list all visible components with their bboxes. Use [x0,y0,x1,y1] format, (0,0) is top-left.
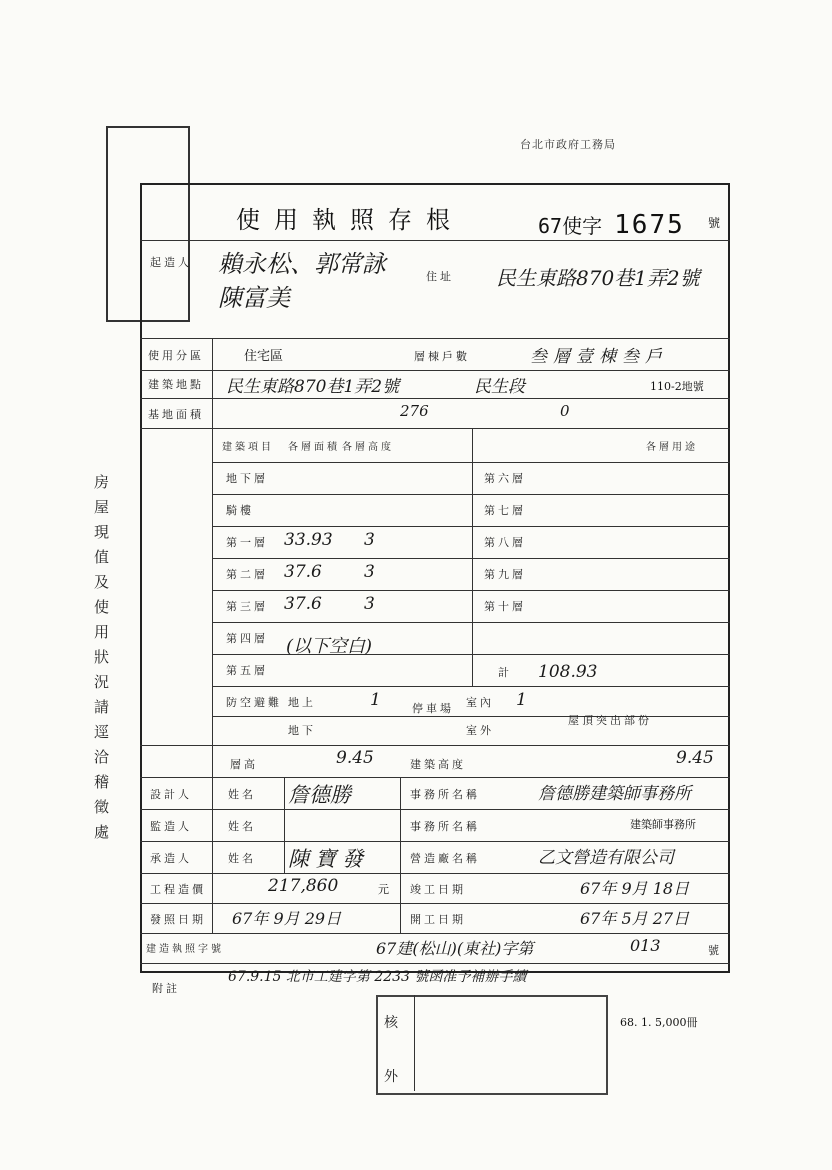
contractor-office: 乙文營造有限公司 [538,848,674,868]
floor-row-name-right: 第七層 [484,504,526,517]
shelter-above: 地上 [288,696,316,709]
divider [212,622,730,623]
official-stamp-top: 台北市政府工務局 [520,138,616,151]
address-label: 住址 [426,270,454,283]
issue-label: 發照日期 [150,913,206,926]
floor-area: 33.93 [284,530,333,550]
contractor-name-label: 姓名 [228,852,256,865]
cost-value: 217,860 [268,876,339,896]
divider [140,338,730,339]
floor-height-value: 9.45 [336,748,374,768]
floor-row-name: 地下層 [226,472,268,485]
approval-box [376,995,608,1095]
issue-date: 67年 9月 29日 [232,909,342,928]
floor-row-name: 第一層 [226,536,268,549]
divider [140,933,730,934]
supervisor-role: 監造人 [150,820,192,833]
shelter-label: 防空避難 [226,696,282,709]
floor-row-name-right: 第九層 [484,568,526,581]
col-header-area: 各層面積 [288,442,340,453]
site-area-label: 基地面積 [148,408,204,421]
remarks-label: 附註 [152,982,180,995]
remarks-value: 67.9.15 北市工建字第 2233 號函准予補辦手續 [228,969,527,985]
roof-label: 屋頂突出部份 [568,714,652,727]
use-zone-label: 使用分區 [148,349,204,362]
divider [284,777,285,873]
ref-number: 013 [630,936,661,955]
permit-suffix: 號 [708,216,721,230]
divider [212,590,730,591]
floor-row-name: 第二層 [226,568,268,581]
divider [140,841,730,842]
ref-label: 建造執照字號 [146,944,224,955]
designer-name: 詹德勝 [288,783,351,807]
divider [212,558,730,559]
divider [212,686,730,687]
permit-prefix: 67使字 [538,214,603,238]
divider [140,903,730,904]
use-zone-value: 住宅區 [244,349,284,364]
approval-top: 核 [384,1015,401,1031]
form-title: 使用執照存根 [236,206,464,234]
owner-label: 起造人 [150,256,192,269]
owner-names-2: 陳富美 [218,284,290,312]
location-value: 民生東路870巷1弄2號 [226,377,400,397]
contractor-role: 承造人 [150,852,192,865]
floor-area: 37.6 [284,562,322,582]
floors-label: 層棟戶數 [414,350,470,363]
completion-date: 67年 9月 18日 [580,879,690,898]
supervisor-office: 建築師事務所 [630,818,696,831]
building-area-value: 276 [400,402,429,420]
divider [140,398,730,399]
divider [212,338,213,933]
divider [400,777,401,933]
permit-number [538,210,685,240]
divider [140,777,730,778]
permit-number-value: 1675 [614,210,685,240]
shelter-above-value: 1 [370,690,381,710]
floor-row-name-right: 第十層 [484,600,526,613]
divider [140,809,730,810]
floors-blank-note: (以下空白) [286,636,373,657]
divider [414,995,415,1091]
floor-height: 3 [364,530,375,550]
divider [140,240,730,241]
col-header-height: 各層高度 [342,442,394,453]
divider [140,370,730,371]
parking-indoor-value: 1 [516,690,527,710]
owner-address: 民生東路870巷1弄2號 [496,266,700,290]
cost-label: 工程造價 [150,883,206,896]
print-stamp: 68. 1. 5,000冊 [620,1016,698,1029]
floor-row-name: 第五層 [226,664,268,677]
divider [212,494,730,495]
floor-row-name: 第三層 [226,600,268,613]
cost-unit: 元 [378,883,389,896]
start-label: 開工日期 [410,913,466,926]
contractor-office-label: 營造廠名稱 [410,852,480,865]
completion-label: 竣工日期 [410,883,466,896]
lot-number: 110-2地號 [650,380,704,393]
floor-row-name: 第四層 [226,632,268,645]
designer-office: 詹德勝建築師事務所 [538,784,691,804]
col-header-use: 各層用途 [646,442,698,453]
floor-height: 3 [364,594,375,614]
floor-row-name: 騎樓 [226,504,254,517]
divider [212,526,730,527]
divider [140,428,730,429]
divider [140,873,730,874]
floor-area: 37.6 [284,594,322,614]
divider [140,745,730,746]
designer-office-label: 事務所名稱 [410,788,480,801]
shelter-below: 地下 [288,724,316,737]
designer-name-label: 姓名 [228,788,256,801]
start-date: 67年 5月 27日 [580,909,690,928]
parking-outdoor: 室外 [466,724,494,737]
owner-names: 賴永松、郭常詠 [218,250,386,278]
divider [212,716,730,717]
total-area: 108.93 [538,662,598,682]
parking-label: 停車場 [412,702,454,715]
legal-area-value: 0 [560,402,570,420]
col-header-item: 建築項目 [222,442,274,453]
designer-role: 設計人 [150,788,192,801]
divider [212,462,730,463]
floor-row-name-right: 第八層 [484,536,526,549]
location-label: 建築地點 [148,378,204,391]
floor-height: 3 [364,562,375,582]
lot-section: 民生段 [474,377,525,397]
ref-value: 67建(松山)(東社)字第 [376,939,534,958]
ref-suffix: 號 [708,944,722,957]
side-note: 房屋現值及使用狀況請逕洽稽徵處 [94,473,110,841]
total-label: 計 [498,666,512,679]
building-height-label: 建築高度 [410,758,466,771]
divider [140,963,730,964]
supervisor-office-label: 事務所名稱 [410,820,480,833]
floors-value: 叁層壹棟叁戶 [530,347,668,367]
floor-height-label: 層高 [230,758,258,771]
parking-indoor: 室內 [466,696,494,709]
building-height-value: 9.45 [676,748,714,768]
approval-bottom: 外 [384,1069,401,1085]
divider [472,428,473,686]
contractor-name: 陳寶發 [288,847,369,871]
floor-row-name-right: 第六層 [484,472,526,485]
supervisor-name-label: 姓名 [228,820,256,833]
